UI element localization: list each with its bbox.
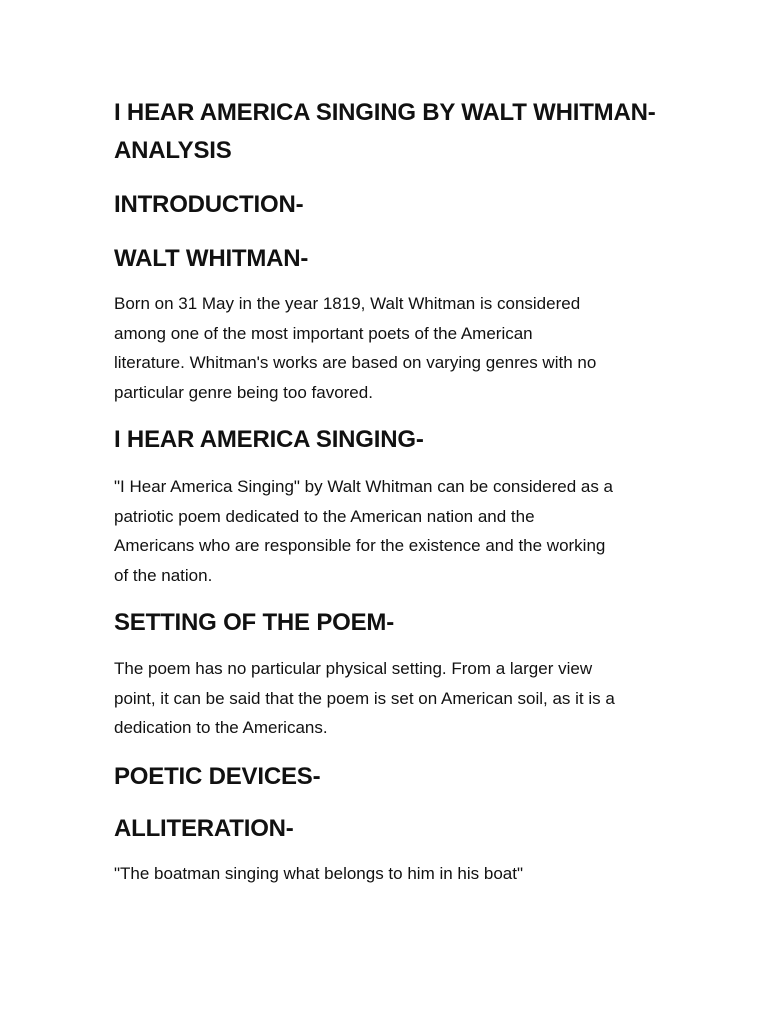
heading-walt-whitman: WALT WHITMAN- bbox=[114, 245, 309, 272]
heading-i-hear-america-singing: I HEAR AMERICA SINGING- bbox=[114, 426, 424, 453]
paragraph-line: patriotic poem dedicated to the American nation and the bbox=[114, 506, 535, 526]
document-title bbox=[114, 94, 674, 170]
heading-alliteration: ALLITERATION- bbox=[114, 815, 294, 842]
paragraph-line: literature. Whitman's works are based on varying genres with no bbox=[114, 353, 597, 372]
paragraph-line: Born on 31 May in the year 1819, Walt Whitman is considered bbox=[114, 294, 581, 313]
paragraph-line: The poem has no particular physical setting. From a larger view bbox=[114, 659, 593, 678]
heading-introduction: INTRODUCTION- bbox=[114, 191, 304, 218]
paragraph-line: point, it can be said that the poem is set on American soil, as it is a bbox=[114, 688, 615, 708]
quote-line: "The boatman singing what belongs to him in his boat" bbox=[114, 864, 523, 883]
paragraph-alliteration-quote bbox=[114, 859, 674, 889]
paragraph-line: "I Hear America Singing" by Walt Whitman can be considered as a bbox=[114, 477, 614, 496]
paragraph-line: among one of the most important poets of the American bbox=[114, 323, 533, 343]
heading-setting-of-the-poem: SETTING OF THE POEM- bbox=[114, 609, 395, 636]
paragraph-i-hear-america-singing bbox=[114, 472, 674, 590]
document-title-line-1: I HEAR AMERICA SINGING BY WALT WHITMAN- bbox=[114, 99, 656, 126]
paragraph-walt-whitman bbox=[114, 289, 674, 407]
paragraph-setting-of-the-poem bbox=[114, 654, 674, 743]
paragraph-line: of the nation. bbox=[114, 565, 213, 585]
paragraph-line: Americans who are responsible for the existence and the working bbox=[114, 536, 606, 555]
heading-poetic-devices: POETIC DEVICES- bbox=[114, 763, 321, 790]
paragraph-line: particular genre being too favored. bbox=[114, 382, 373, 402]
document-title-line-2: ANALYSIS bbox=[114, 137, 232, 164]
paragraph-line: dedication to the Americans. bbox=[114, 718, 328, 737]
